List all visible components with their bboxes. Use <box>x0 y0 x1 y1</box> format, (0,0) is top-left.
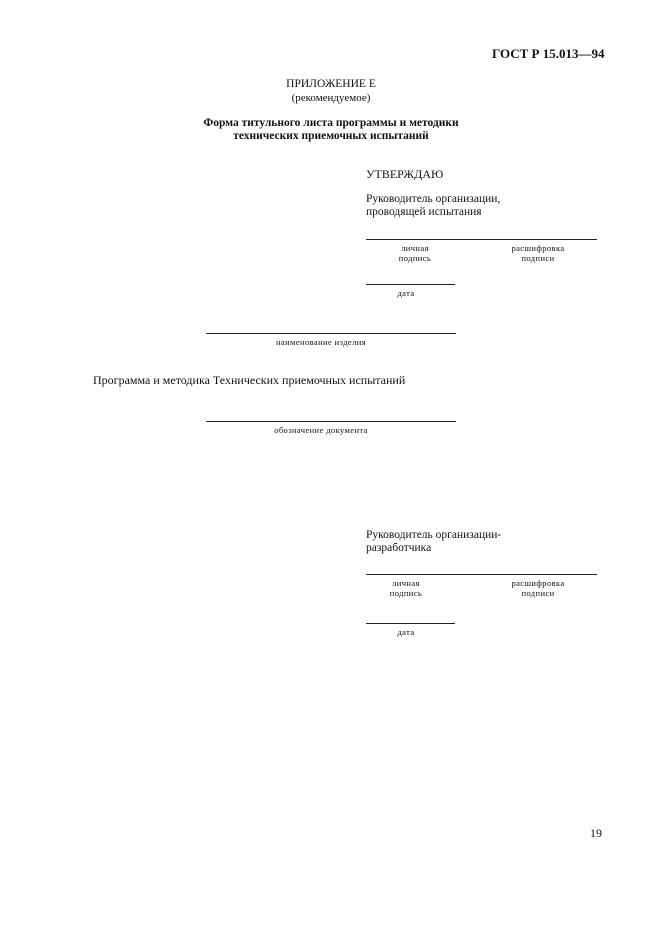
approval-role-line2: проводящей испытания <box>366 206 482 218</box>
approval-role-line1: Руководитель организации, <box>366 193 501 205</box>
approval-decode-label <box>498 243 578 263</box>
approval-decode-label-line2: подписи <box>521 253 555 263</box>
approval-role <box>366 193 586 219</box>
developer-signature-label-line2: подпись <box>389 588 423 598</box>
developer-signature-label <box>366 578 446 598</box>
developer-role-line1: Руководитель организации- <box>366 529 502 541</box>
developer-signature-label-line1: личная <box>392 578 420 588</box>
approval-decode-label-line1: расшифровка <box>511 243 565 253</box>
document-designation-caption: обозначение документа <box>274 425 368 435</box>
program-title: Программа и методика Технических приемочных испытаний <box>93 373 406 387</box>
appendix-status: (рекомендуемое) <box>291 92 371 104</box>
approval-signature-label-line1: личная <box>401 243 429 253</box>
standard-code: ГОСТ Р 15.013—94 <box>492 46 605 61</box>
developer-decode-label <box>498 578 578 598</box>
product-name-caption: наименование изделия <box>275 337 367 347</box>
developer-date-label: дата <box>397 627 415 637</box>
form-title-line1: Форма титульного листа программы и методики <box>203 117 459 129</box>
form-title <box>150 117 512 143</box>
approval-date-label: дата <box>397 288 415 298</box>
developer-decode-label-line1: расшифровка <box>511 578 565 588</box>
approval-signature-label <box>380 243 450 263</box>
form-title-line2: технических приемочных испытаний <box>233 130 429 142</box>
approval-date-line <box>366 284 455 285</box>
developer-date-line <box>366 623 455 624</box>
document-designation-line <box>206 421 456 422</box>
developer-role-line2: разработчика <box>366 542 432 554</box>
developer-decode-label-line2: подписи <box>521 588 555 598</box>
developer-role <box>366 529 586 555</box>
developer-signature-line <box>366 574 597 575</box>
approval-label: УТВЕРЖДАЮ <box>366 167 444 181</box>
approval-signature-line <box>366 239 597 240</box>
page-number: 19 <box>590 826 602 840</box>
product-name-line <box>206 333 456 334</box>
appendix-title: ПРИЛОЖЕНИЕ Е <box>286 78 376 90</box>
approval-signature-label-line2: подпись <box>398 253 432 263</box>
